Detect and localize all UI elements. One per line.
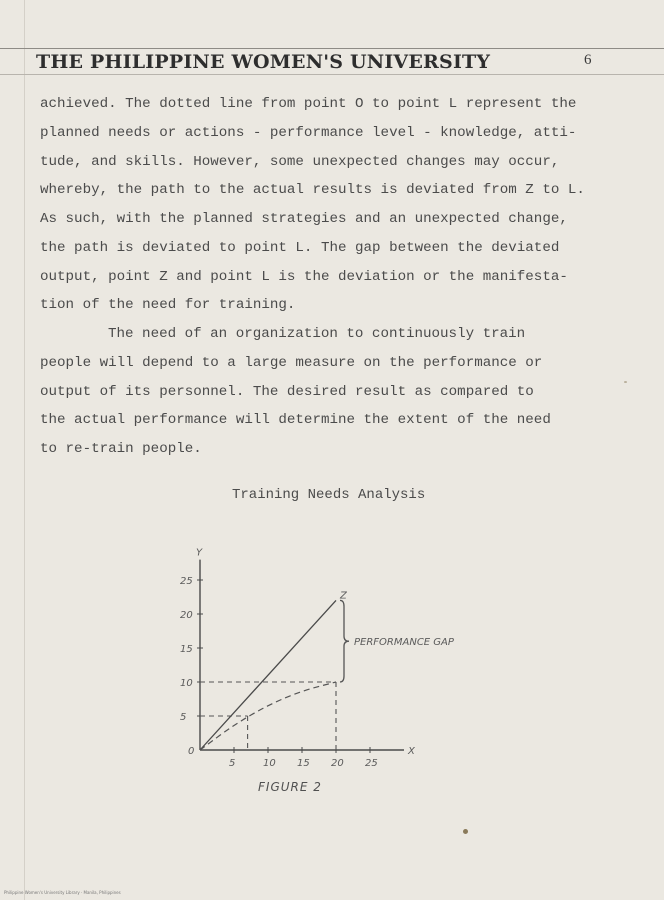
- x-tick-label: 10: [263, 758, 276, 769]
- figure-label: FIGURE 2: [258, 780, 322, 794]
- chart-axes: [197, 560, 404, 753]
- x-tick-label: 20: [331, 758, 344, 769]
- figure-title: Training Needs Analysis: [232, 487, 426, 503]
- chart-series: [200, 600, 336, 750]
- text-line: whereby, the path to the actual results is deviated from Z to L.: [40, 182, 585, 199]
- series-solid-line: [200, 600, 336, 750]
- x-axis-label: X: [408, 746, 415, 757]
- y-tick-label: 10: [180, 678, 193, 689]
- header-rule-top: [0, 48, 664, 49]
- y-tick-label: 15: [180, 644, 193, 655]
- y-tick-label: 25: [180, 576, 193, 587]
- paragraph-2: [40, 320, 630, 464]
- training-needs-chart: [170, 530, 500, 770]
- page-number: 6: [584, 52, 592, 68]
- header-rule-bottom: [0, 74, 664, 75]
- text-line: people will depend to a large measure on the performance or: [40, 354, 543, 371]
- performance-gap-brace: [340, 600, 349, 682]
- origin-label: 0: [188, 746, 195, 757]
- paragraph-1: [40, 90, 630, 320]
- performance-gap-annotation: [340, 600, 455, 682]
- y-tick-label: 20: [180, 610, 193, 621]
- letterhead-title: THE PHILIPPINE WOMEN'S UNIVERSITY: [36, 51, 491, 73]
- text-line: output, point Z and point L is the deviation or the manifesta-: [40, 268, 568, 285]
- text-line: output of its personnel. The desired result as compared to: [40, 383, 534, 400]
- text-line: the actual performance will determine the extent of the need: [40, 412, 551, 429]
- text-line: tude, and skills. However, some unexpected changes may occur,: [40, 153, 560, 170]
- text-line: the path is deviated to point L. The gap between the deviated: [40, 239, 560, 256]
- paper-speck: [624, 381, 627, 383]
- y-axis-label: Y: [196, 547, 203, 559]
- text-line: The need of an organization to continuously train: [108, 326, 526, 342]
- chart-labels: [180, 548, 416, 769]
- text-line: As such, with the planned strategies and an unexpected change,: [40, 211, 568, 227]
- text-line: achieved. The dotted line from point O to point L represent the: [40, 96, 577, 112]
- text-line: planned needs or actions - performance level - knowledge, atti-: [40, 124, 577, 141]
- scan-footer-text: Philippine Women's University Library · Manila, Philippines: [4, 890, 121, 895]
- x-tick-label: 15: [297, 758, 310, 769]
- left-margin-line: [24, 0, 25, 900]
- point-label-z: Z: [340, 590, 347, 602]
- text-line: tion of the need for training.: [40, 297, 296, 314]
- chart-guides: [200, 682, 336, 750]
- text-line: to re-train people.: [40, 441, 202, 457]
- performance-gap-label: PERFORMANCE GAP: [354, 637, 454, 649]
- x-tick-label: 5: [229, 758, 236, 769]
- x-tick-label: 25: [365, 758, 378, 769]
- paper-speck: [463, 829, 468, 834]
- y-tick-label: 5: [180, 712, 187, 723]
